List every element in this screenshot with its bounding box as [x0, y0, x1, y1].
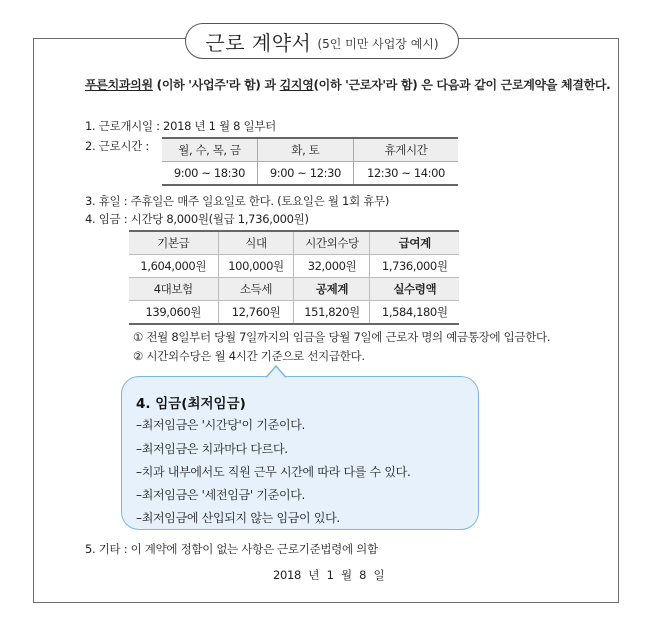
wage-table [129, 230, 459, 325]
item-holiday: 3. 휴일 : 주휴일은 매주 일요일로 한다. (토요일은 월 1회 휴무) [85, 194, 390, 208]
intro-part1: (이하 '사업주'라 함) 과 [152, 78, 280, 92]
item-wage: 4. 임금 : 시간당 8,000원(월급 1,736,000원) [85, 212, 309, 226]
note-payday: ① 전월 8일부터 당월 7일까지의 임금을 당월 7일에 근로자 명의 예금통장에 입금한다. [133, 330, 551, 344]
wage-header-base: 기본급 [129, 231, 218, 255]
wage-value-row-1 [129, 255, 459, 278]
intro-part2: (이하 '근로자'라 함) 은 다음과 같이 근로계약을 체결한다. [313, 78, 611, 92]
wage-value-row-2 [129, 301, 459, 325]
item-start-date: 1. 근로개시일 : 2018 년 1 월 8 일부터 [85, 119, 276, 133]
hours-table [162, 137, 458, 186]
callout-line-1: –최저임금은 '시간당'이 기준이다. [136, 418, 306, 432]
wage-header-insurance: 4대보험 [129, 278, 218, 301]
note-overtime: ② 시간외수당은 월 4시간 기준으로 선지급한다. [133, 349, 365, 363]
wage-value-meal: 100,000원 [218, 255, 294, 278]
hours-value-row [162, 162, 458, 186]
item-other: 5. 기타 : 이 계약에 정함이 없는 사항은 근로기준법령에 의함 [85, 542, 378, 556]
title-sub: (5인 미만 사업장 예시) [317, 37, 439, 51]
wage-value-income-tax: 12,760원 [218, 301, 294, 325]
callout-line-5: –최저임금에 산입되지 않는 임금이 있다. [136, 511, 340, 525]
hours-value-tue-sat: 9:00 ~ 12:30 [257, 162, 353, 186]
wage-header-total: 급여계 [370, 231, 459, 255]
callout-title: 4. 임금(최저임금) [136, 396, 246, 412]
wage-header-income-tax: 소득세 [218, 278, 294, 301]
wage-value-deduction: 151,820원 [294, 301, 370, 325]
callout-line-3: –치과 내부에서도 직원 근무 시간에 따라 다를 수 있다. [136, 465, 411, 479]
hours-header-tue-sat: 화, 토 [257, 138, 353, 162]
wage-value-insurance: 139,060원 [145, 305, 201, 319]
hours-header-weekday: 월, 수, 목, 금 [162, 138, 257, 162]
wage-header-row-1 [129, 231, 459, 255]
wage-value-base: 1,604,000원 [129, 255, 218, 278]
wage-value-total: 1,736,000원 [370, 255, 459, 278]
callout-pointer [265, 364, 287, 386]
hours-header-row [162, 138, 458, 162]
callout-line-4: –최저임금은 '세전임금' 기준이다. [136, 488, 306, 502]
minimum-wage-callout [121, 376, 479, 530]
wage-value-net: 1,584,180원 [370, 301, 459, 325]
intro-sentence [85, 76, 610, 93]
item-hours-label: 2. 근로시간 : [85, 139, 149, 153]
wage-value-overtime: 32,000원 [294, 255, 370, 278]
callout-line-2: –최저임금은 치과마다 다르다. [136, 442, 288, 456]
title-main: 근로 계약서 [205, 30, 312, 55]
hours-header-break: 휴게시간 [353, 138, 458, 162]
contract-date: 2018 년 1 월 8 일 [273, 568, 385, 582]
wage-header-meal: 식대 [218, 231, 294, 255]
hours-value-break: 12:30 ~ 14:00 [353, 162, 458, 186]
wage-header-net: 실수령액 [370, 278, 459, 301]
hours-value-weekday: 9:00 ~ 18:30 [173, 166, 245, 180]
wage-header-deduction: 공제계 [294, 278, 370, 301]
employer-name: 푸른치과의원 [85, 78, 153, 92]
employee-name: 김지영 [279, 78, 314, 92]
wage-header-row-2 [129, 278, 459, 301]
document-title [185, 23, 459, 59]
wage-header-overtime: 시간외수당 [294, 231, 370, 255]
